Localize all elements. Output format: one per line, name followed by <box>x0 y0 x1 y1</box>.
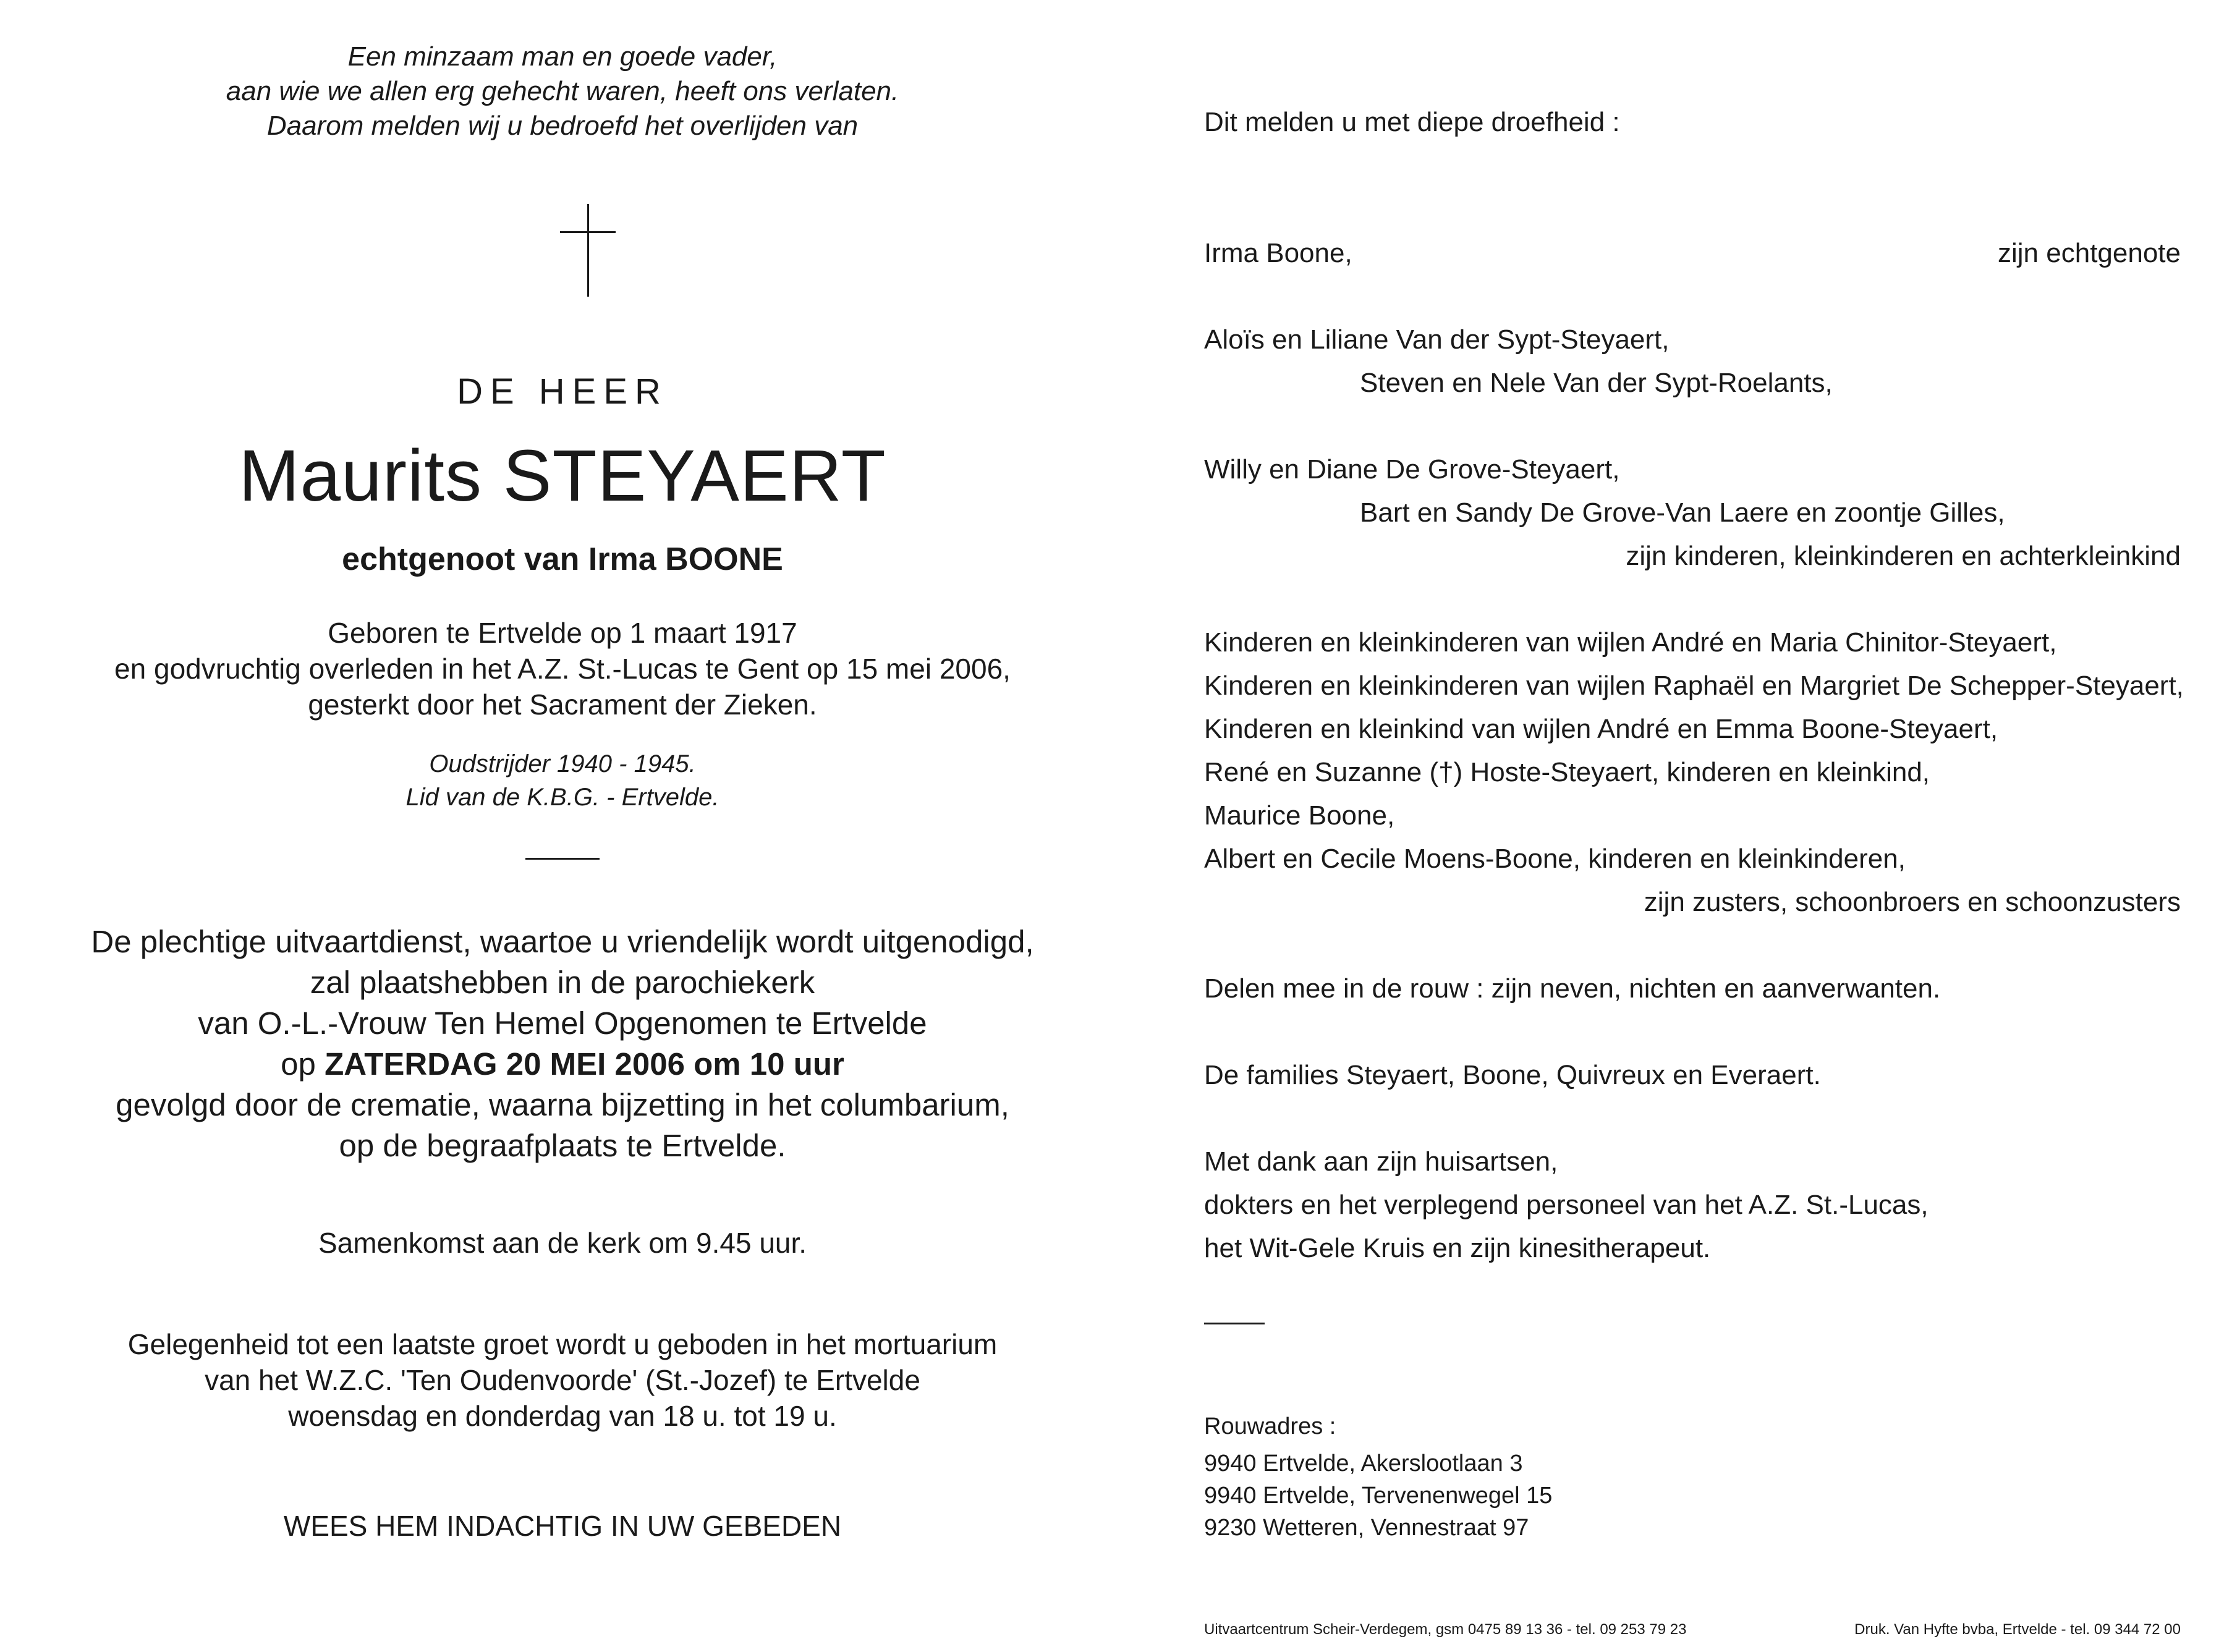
deceased-name: Maurits STEYAERT <box>239 435 886 517</box>
sibling-line: Albert en Cecile Moens-Boone, kinderen en kleinkinderen, <box>1204 844 1906 874</box>
family-line: Willy en Diane De Grove-Steyaert, <box>1204 454 1620 485</box>
announce-line: Dit melden u met diepe droefheid : <box>1204 107 1620 137</box>
thanks-line: Met dank aan zijn huisartsen, <box>1204 1146 1558 1177</box>
thanks-line: het Wit-Gele Kruis en zijn kinesitherapeut. <box>1204 1233 1711 1263</box>
visitation-line: Gelegenheid tot een laatste groet wordt u geboden in het mortuarium <box>127 1328 998 1360</box>
intro-line: Daarom melden wij u bedroefd het overlijden van <box>266 111 859 141</box>
family-line: Aloïs en Liliane Van der Sypt-Steyaert, <box>1204 324 1670 355</box>
note-line: Oudstrijder 1940 - 1945. <box>429 750 696 777</box>
birth-line: Geboren te Ertvelde op 1 maart 1917 <box>328 617 797 649</box>
cross-icon <box>560 204 616 297</box>
title-heer: DE HEER <box>457 371 668 412</box>
visitation-line: woensdag en donderdag van 18 u. tot 19 u. <box>288 1400 837 1432</box>
spouse-name: Irma Boone, <box>1204 238 1352 268</box>
sibling-line: Kinderen en kleinkind van wijlen André en Emma Boone-Steyaert, <box>1204 714 1998 744</box>
birth-line: en godvruchtig overleden in het A.Z. St.-Lucas te Gent op 15 mei 2006, <box>114 653 1011 685</box>
address-label: Rouwadres : <box>1204 1413 1336 1439</box>
ceremony-line: gevolgd door de crematie, waarna bijzetting in het columbarium, <box>116 1087 1009 1122</box>
ceremony-date-line <box>68 1044 1057 1085</box>
right-panel <box>1204 0 2184 1652</box>
footer-undertaker: Uitvaartcentrum Scheir-Verdegem, gsm 0475 89 13 36 - tel. 09 253 79 23 <box>1204 1621 1687 1638</box>
ceremony-line: De plechtige uitvaartdienst, waartoe u vriendelijk wordt uitgenodigd, <box>91 924 1034 959</box>
visitation-line: van het W.Z.C. 'Ten Oudenvoorde' (St.-Jozef) te Ertvelde <box>205 1364 920 1396</box>
siblings-role: zijn zusters, schoonbroers en schoonzusters <box>1644 887 2181 917</box>
families-line: De families Steyaert, Boone, Quivreux en Everaert. <box>1204 1060 1821 1090</box>
sibling-line: René en Suzanne (†) Hoste-Steyaert, kinderen en kleinkind, <box>1204 757 1930 787</box>
address-line: 9230 Wetteren, Vennestraat 97 <box>1204 1515 1529 1541</box>
intro-line: aan wie we allen erg gehecht waren, heeft ons verlaten. <box>226 76 899 106</box>
ceremony-date-prefix: op <box>281 1046 325 1082</box>
birth-line: gesterkt door het Sacrament der Zieken. <box>308 688 817 721</box>
note-line: Lid van de K.B.G. - Ertvelde. <box>405 784 719 811</box>
ceremony-line: van O.-L.-Vrouw Ten Hemel Opgenomen te Ertvelde <box>198 1006 927 1041</box>
ceremony-date: ZATERDAG 20 MEI 2006 om 10 uur <box>325 1046 844 1082</box>
sibling-line: Maurice Boone, <box>1204 800 1395 831</box>
sibling-line: Kinderen en kleinkinderen van wijlen Raphaël en Margriet De Schepper-Steyaert, <box>1204 671 2184 701</box>
thanks-line: dokters en het verplegend personeel van het A.Z. St.-Lucas, <box>1204 1190 1929 1220</box>
divider <box>1204 1323 1265 1324</box>
address-line: 9940 Ertvelde, Akerslootlaan 3 <box>1204 1451 1523 1476</box>
family-line: Bart en Sandy De Grove-Van Laere en zoontje Gilles, <box>1360 498 2005 528</box>
ceremony-line: zal plaatshebben in de parochiekerk <box>310 965 815 1000</box>
intro-line: Een minzaam man en goede vader, <box>347 41 778 72</box>
footer-printer: Druk. Van Hyfte bvba, Ertvelde - tel. 09 344 72 00 <box>1854 1621 2181 1638</box>
left-panel <box>68 0 1057 1652</box>
sibling-line: Kinderen en kleinkinderen van wijlen André en Maria Chinitor-Steyaert, <box>1204 627 2057 658</box>
divider <box>525 858 600 860</box>
gathering-line: Samenkomst aan de kerk om 9.45 uur. <box>318 1227 807 1259</box>
ceremony-line: op de begraafplaats te Ertvelde. <box>339 1128 786 1163</box>
family-line: Steven en Nele Van der Sypt-Roelants, <box>1360 368 1833 398</box>
mourning-line: Delen mee in de rouw : zijn neven, nichten en aanverwanten. <box>1204 973 1941 1004</box>
children-role: zijn kinderen, kleinkinderen en achterkleinkind <box>1626 541 2181 571</box>
closing-line: WEES HEM INDACHTIG IN UW GEBEDEN <box>283 1510 842 1542</box>
address-line: 9940 Ertvelde, Tervenenwegel 15 <box>1204 1483 1553 1509</box>
spouse-line: echtgenoot van Irma BOONE <box>342 541 783 577</box>
spouse-role: zijn echtgenote <box>1998 238 2181 268</box>
